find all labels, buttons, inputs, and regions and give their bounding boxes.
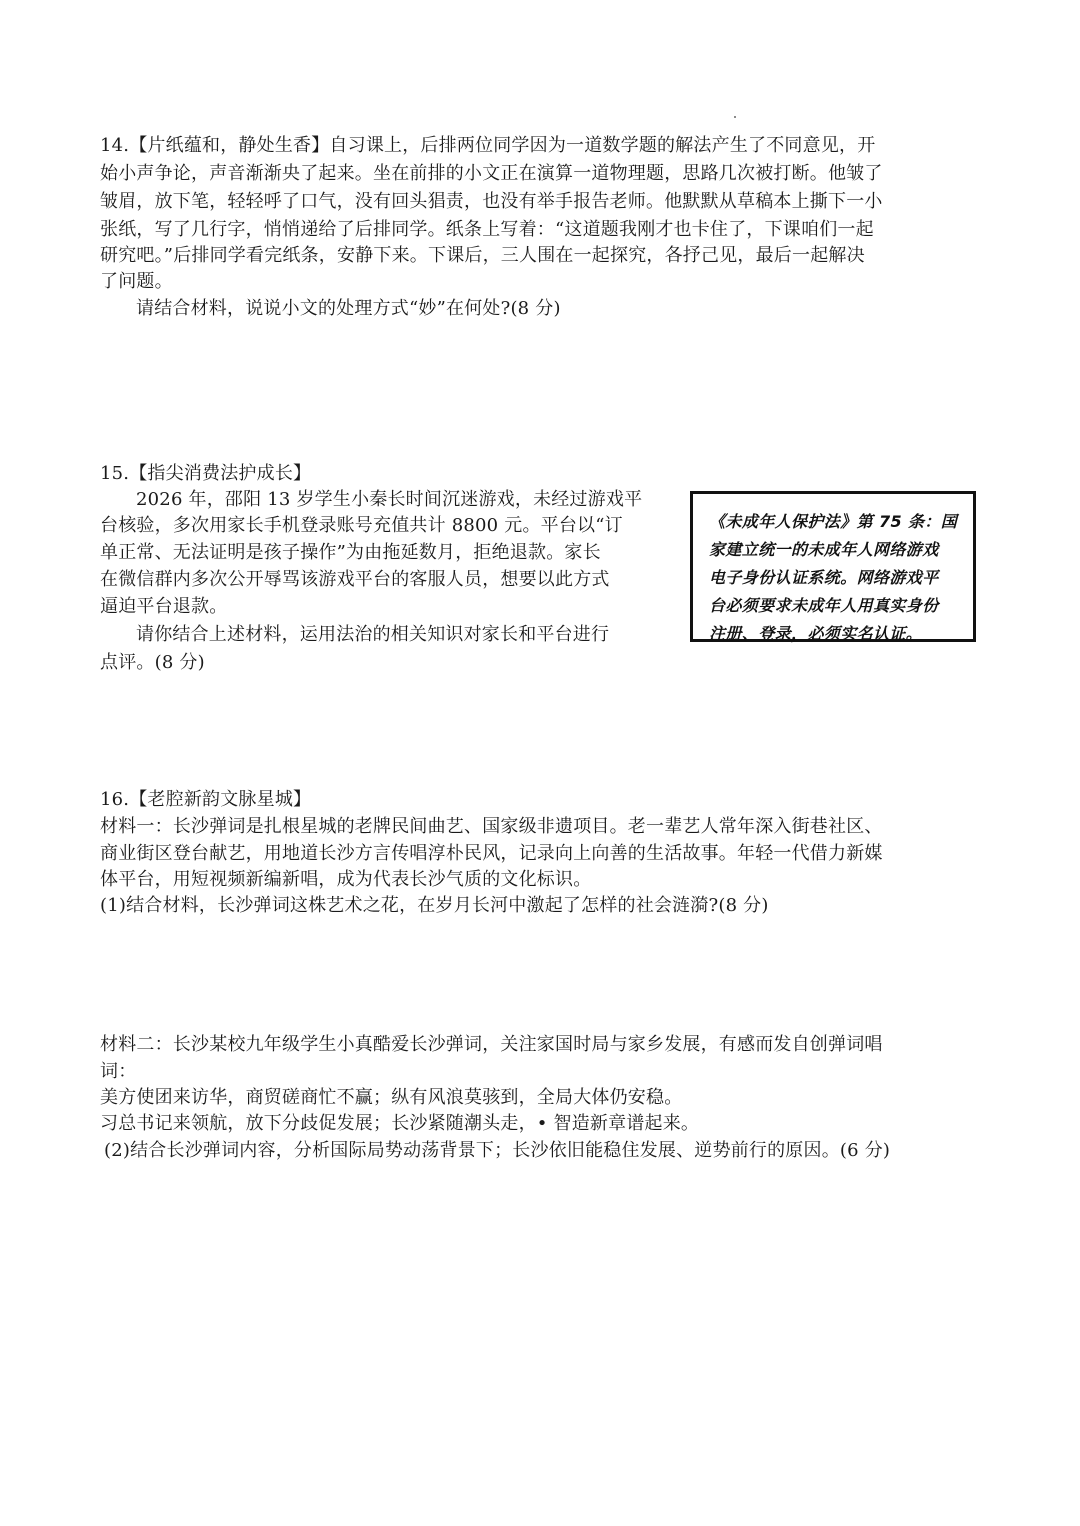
- scan-speck: [734, 116, 736, 118]
- law-excerpt-line-4: 台必须要求未成年人用真实身份: [709, 596, 939, 615]
- q16-material2-line-2: 词：: [100, 1061, 137, 1082]
- q16-question-1: (1)结合材料，长沙弹词这株艺术之花，在岁月长河中激起了怎样的社会涟漪?(8 分): [100, 895, 769, 916]
- q16-material1-line-2: 商业街区登台献艺，用地道长沙方言传唱淳朴民风，记录向上向善的生活故事。年轻一代借力新媒: [100, 843, 883, 864]
- q14-line-2: 始小声争论，声音渐渐央了起来。坐在前排的小文正在演算一道物理题，思路几次被打断。他皱了: [100, 163, 883, 184]
- q14-line-6: 了问题。: [100, 271, 173, 292]
- law-excerpt-box: [690, 491, 976, 642]
- law-excerpt-line-5: 注册、登录，必须实名认证。: [709, 624, 923, 643]
- q15-line-1: 2026 年，邵阳 13 岁学生小秦长时间沉迷游戏，未经过游戏平: [136, 489, 643, 510]
- law-excerpt-line-1: 《未成年人保护法》第 75 条：国: [709, 512, 958, 531]
- q14-line-3: 皱眉，放下笔，轻轻呼了口气，没有回头猖责，也没有举手报告老师。他默默从草稿本上撕下一小: [100, 191, 883, 212]
- q16-material1-line-1: 材料一：长沙弹词是扎根星城的老牌民间曲艺、国家级非遗项目。老一辈艺人常年深入街巷社区、: [100, 816, 883, 837]
- q14-line-1: 14.【片纸蕴和，静处生香】自习课上，后排两位同学因为一道数学题的解法产生了不同意见，开: [100, 135, 876, 156]
- q15-line-4: 在微信群内多次公开辱骂该游戏平台的客服人员，想要以此方式: [100, 569, 610, 590]
- q14-line-5: 研究吧。”后排同学看完纸条，安静下来。下课后，三人围在一起探究，各抒己见，最后一起解决: [100, 245, 865, 266]
- q15-line-2: 台核验，多次用家长手机登录账号充值共计 8800 元。平台以“订: [100, 515, 623, 536]
- q16-title: 16.【老腔新韵文脉星城】: [100, 789, 312, 810]
- law-excerpt-line-3: 电子身份认证系统。网络游戏平: [709, 568, 939, 587]
- law-excerpt-line-2: 家建立统一的未成年人网络游戏: [709, 540, 939, 559]
- q16-question-2: (2)结合长沙弹词内容，分析国际局势动荡背景下；长沙依旧能稳住发展、逆势前行的原因。(6 分): [104, 1140, 891, 1161]
- q16-lyric-line-1: 美方使团来访华，商贸磋商忙不赢；纵有风浪莫骇到，全局大体仍安稳。: [100, 1087, 683, 1108]
- q14-line-4: 张纸，写了几行字，悄悄递给了后排同学。纸条上写着：“这道题我刚才也卡住了，下课咱们一起: [100, 219, 874, 240]
- q15-line-5: 逼迫平台退款。: [100, 596, 228, 617]
- q15-question-line-2: 点评。(8 分): [100, 652, 205, 673]
- q16-lyric-line-2: 习总书记来领航，放下分歧促发展；长沙紧随潮头走，• 智造新章谱起来。: [100, 1113, 700, 1134]
- q16-material2-line-1: 材料二：长沙某校九年级学生小真酷爱长沙弹词，关注家国时局与家乡发展，有感而发自创弹词唱: [100, 1034, 883, 1055]
- q15-question-line-1: 请你结合上述材料，运用法治的相关知识对家长和平台进行: [136, 624, 610, 645]
- q15-title: 15.【指尖消费法护成长】: [100, 463, 312, 484]
- q15-line-3: 单正常、无法证明是孩子操作”为由拖延数月，拒绝退款。家长: [100, 542, 601, 563]
- q14-question: 请结合材料，说说小文的处理方式“妙”在何处?(8 分): [136, 298, 561, 319]
- q16-material1-line-3: 体平台，用短视频新编新唱，成为代表长沙气质的文化标识。: [100, 869, 592, 890]
